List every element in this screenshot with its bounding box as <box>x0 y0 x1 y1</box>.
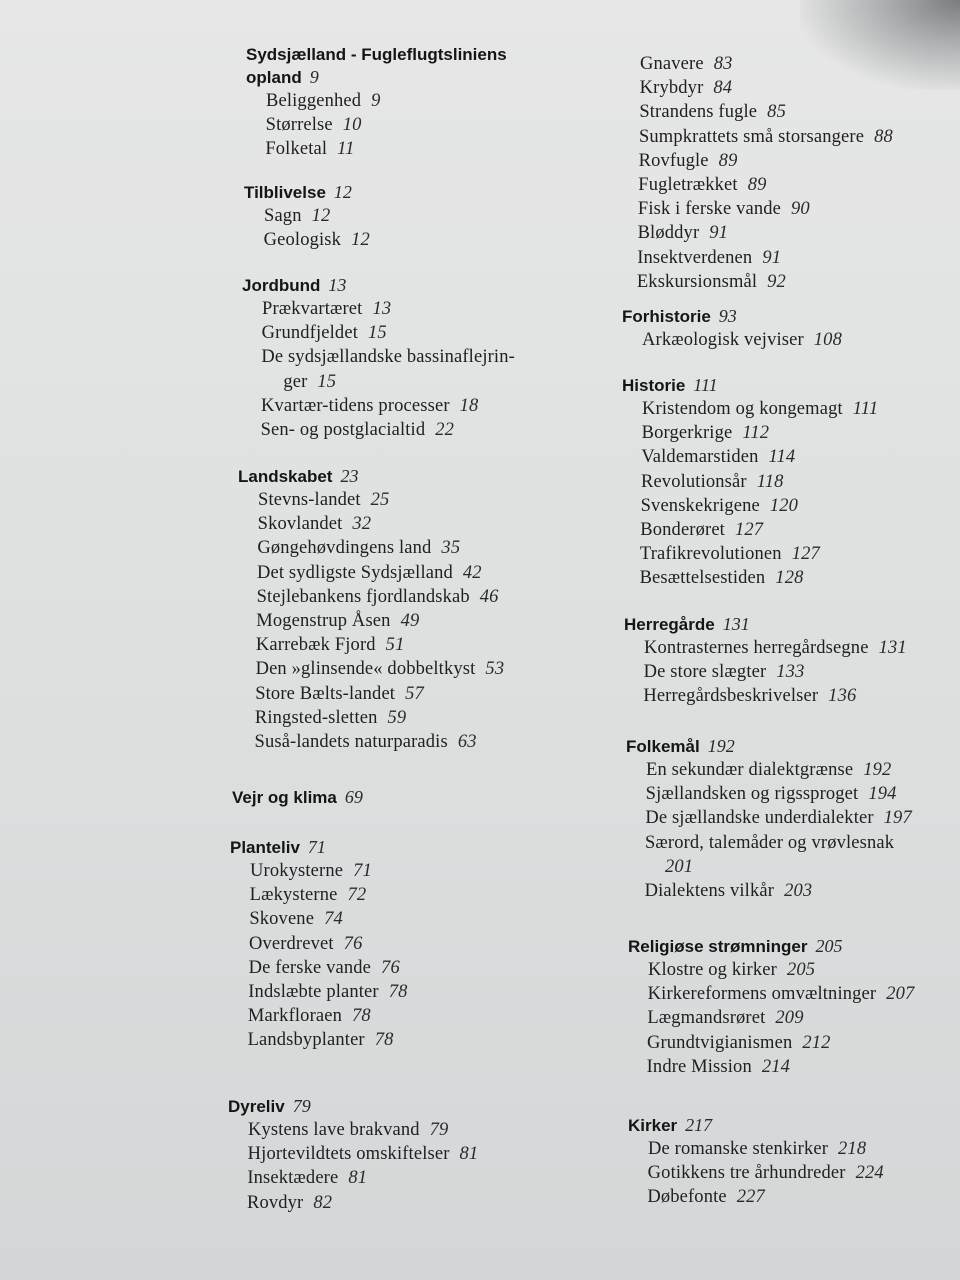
entry-label: Særord, talemåder og vrøvlesnak <box>644 832 895 853</box>
toc-entry <box>242 321 622 345</box>
entry-label: Bløddyr <box>637 223 700 244</box>
section-title: Jordbund <box>242 276 321 295</box>
entry-label: Besættelsestiden <box>639 568 766 589</box>
entry-label: Hjortevildtets omskiftelser <box>247 1144 450 1165</box>
entry-page-number: 22 <box>435 420 455 441</box>
toc-entry <box>229 932 610 956</box>
entry-label: Klostre og kirker <box>648 960 777 980</box>
section-page-number: 217 <box>685 1115 713 1135</box>
toc-entry <box>617 246 960 270</box>
toc-entry <box>620 518 960 542</box>
entry-page-number: 71 <box>353 861 372 881</box>
entry-page-number: 15 <box>367 323 387 344</box>
section-heading <box>622 305 960 328</box>
entry-label: Urokysterne <box>250 861 344 881</box>
toc-entry <box>230 859 610 883</box>
toc-section <box>230 836 610 1053</box>
entry-page-number: 209 <box>775 1008 804 1029</box>
entry-label: De sjællandske underdialekter <box>645 808 874 829</box>
entry-label: Kirkereformens omvæltninger <box>647 984 877 1005</box>
toc-entry <box>620 76 960 100</box>
section-title: Kirker <box>628 1116 678 1135</box>
section-heading <box>624 613 960 636</box>
toc-entry <box>622 328 960 352</box>
entry-label: Markfloraen <box>247 1006 343 1027</box>
section-page-number: 71 <box>307 837 326 857</box>
section-page-number: 23 <box>340 466 359 486</box>
entry-label: Valdemarstiden <box>641 447 759 468</box>
toc-entry <box>624 636 960 660</box>
entry-label: Trafikrevolutionen <box>639 544 782 565</box>
entry-page-number: 46 <box>479 586 499 607</box>
entry-page-number: 76 <box>343 933 363 954</box>
toc-entry <box>627 1185 960 1209</box>
toc-section <box>244 181 624 252</box>
toc-entry <box>228 980 610 1004</box>
entry-page-number: 18 <box>459 395 479 416</box>
section-page-number: 13 <box>328 275 347 295</box>
entry-page-number: 111 <box>852 399 879 419</box>
entry-label-continued-text: ger <box>283 371 308 392</box>
entry-page-number: 227 <box>736 1187 765 1208</box>
entry-page-number: 118 <box>756 471 784 492</box>
entry-page-number: 224 <box>855 1163 884 1184</box>
entry-page-number: 81 <box>348 1168 368 1189</box>
entry-label: Ringsted-sletten <box>254 707 378 728</box>
section-title: Tilblivelse <box>244 183 326 202</box>
toc-entry <box>626 758 960 782</box>
entry-page-number: 194 <box>868 784 897 805</box>
toc-section <box>620 52 960 294</box>
toc-entry <box>245 137 626 161</box>
toc-entry <box>628 1137 960 1161</box>
entry-label: Bonderøret <box>640 520 725 541</box>
entry-page-number: 90 <box>791 199 810 220</box>
entry-page-number: 92 <box>767 271 786 292</box>
entry-label: Store Bælts-landet <box>255 683 396 704</box>
section-title: Landskabet <box>238 467 333 486</box>
entry-label: Indre Mission <box>646 1056 752 1077</box>
toc-entry <box>618 221 960 245</box>
entry-label: Stejlebankens fjordlandskab <box>256 586 470 607</box>
entry-label: Kontrasternes herregårdsegne <box>644 638 869 658</box>
toc-entry <box>228 1142 608 1166</box>
section-title: Sydsjælland - Fugleflugtsliniens <box>246 45 507 64</box>
entry-page-number: 25 <box>370 490 390 510</box>
entry-label: Geologisk <box>263 230 342 251</box>
entry-page-number: 127 <box>734 520 764 541</box>
toc-entry <box>625 831 960 879</box>
toc-entry <box>244 204 624 228</box>
entry-page-number: 212 <box>802 1032 831 1053</box>
entry-label: Kystens lave brakvand <box>248 1120 420 1140</box>
entry-page-number: 205 <box>786 960 816 980</box>
entry-page-number: 203 <box>784 881 813 902</box>
entry-page-number: 49 <box>400 611 420 632</box>
toc-entry <box>619 125 960 149</box>
entry-page-number: 13 <box>372 299 392 319</box>
section-title-continued: opland 9 <box>246 67 319 87</box>
entry-label: Lægmandsrøret <box>647 1008 766 1029</box>
entry-page-number: 12 <box>311 206 331 226</box>
toc-entry <box>628 958 960 982</box>
entry-page-number: 83 <box>713 54 733 74</box>
entry-page-number: 78 <box>374 1030 394 1051</box>
entry-label: Strandens fugle <box>639 102 758 123</box>
entry-page-number: 218 <box>838 1139 867 1159</box>
entry-label: Den »glinsende« dobbeltkyst <box>255 659 476 680</box>
entry-label: Insektverdenen <box>637 247 753 268</box>
entry-page-number: 15 <box>317 371 337 392</box>
toc-entry <box>246 89 626 113</box>
entry-label: Svenskekrigene <box>640 495 760 516</box>
toc-entry <box>238 488 618 512</box>
section-page-number: 93 <box>718 306 737 326</box>
toc-entry <box>622 421 960 445</box>
entry-label: Dialektens vilkår <box>644 881 775 902</box>
entry-page-number: 63 <box>457 732 477 753</box>
toc-entry <box>228 1028 610 1052</box>
entry-label: Grundtvigianismen <box>646 1032 793 1053</box>
toc-entry <box>627 1006 960 1030</box>
toc-section <box>622 374 960 591</box>
toc-entry <box>229 907 610 931</box>
entry-page-number: 42 <box>462 562 482 583</box>
toc-section <box>624 613 960 709</box>
entry-label: Størrelse <box>265 115 333 136</box>
entry-label: Revolutionsår <box>640 471 747 492</box>
entry-label: Sen- og postglacialtid <box>260 420 426 441</box>
entry-label: Kvartær-tidens processer <box>260 395 450 416</box>
entry-label: Suså-landets naturparadis <box>254 732 448 753</box>
toc-entry <box>619 149 960 173</box>
entry-page-number: 91 <box>762 247 782 268</box>
section-heading <box>628 935 960 958</box>
entry-page-number: 136 <box>828 686 857 707</box>
entry-label: Gøngehøvdingens land <box>257 538 432 559</box>
toc-entry <box>620 52 960 76</box>
section-page-number: 111 <box>693 375 718 395</box>
entry-page-number: 76 <box>381 957 400 978</box>
entry-page-number: 32 <box>352 514 372 535</box>
entry-page-number: 74 <box>324 909 343 930</box>
toc-section <box>246 44 626 162</box>
entry-page-number: 197 <box>883 808 912 829</box>
toc-entry <box>237 536 618 560</box>
entry-label: Ekskursionsmål <box>636 271 758 292</box>
section-heading <box>246 44 626 89</box>
entry-label: Karrebæk Fjord <box>255 635 376 656</box>
section-title: Forhistorie <box>622 307 711 326</box>
toc-section <box>242 274 622 442</box>
section-page-number: 131 <box>722 614 750 634</box>
toc-entry <box>236 657 618 681</box>
toc-entry <box>235 706 618 730</box>
toc-entry <box>227 1191 608 1215</box>
entry-label: Indslæbte planter <box>248 982 379 1003</box>
toc-entry <box>626 782 960 806</box>
entry-page-number: 59 <box>387 707 407 728</box>
entry-label: Skovene <box>249 909 315 930</box>
entry-label: Folketal <box>265 139 328 160</box>
toc-entry <box>620 566 960 590</box>
entry-label: Skovlandet <box>257 514 343 535</box>
section-title: Religiøse strømninger <box>628 937 808 956</box>
entry-label: Landsbyplanter <box>247 1030 365 1051</box>
toc-entry <box>228 1118 608 1142</box>
entry-page-number: 35 <box>441 538 461 559</box>
toc-entry <box>628 1161 960 1185</box>
toc-entry <box>621 470 960 494</box>
entry-label: Beliggenhed <box>266 91 362 111</box>
toc-section <box>626 735 960 903</box>
toc-entry <box>622 397 960 421</box>
entry-label: Herregårdsbeskrivelser <box>643 686 819 707</box>
toc-entry <box>623 684 960 708</box>
entry-label: Prækvartæret <box>262 299 363 319</box>
toc-entry <box>624 660 960 684</box>
toc-entry <box>242 297 622 321</box>
entry-page-number: 10 <box>342 115 362 136</box>
entry-page-number: 51 <box>385 635 405 656</box>
toc-entry <box>619 100 960 124</box>
entry-page-number: 120 <box>769 495 799 516</box>
toc-entry <box>235 730 619 754</box>
toc-section <box>628 935 960 1079</box>
entry-label: Grundfjeldet <box>261 323 358 344</box>
toc-section <box>228 1095 608 1215</box>
toc-entry <box>625 879 960 903</box>
entry-label: Stevns-landet <box>258 490 361 510</box>
entry-page-number: 53 <box>485 659 505 680</box>
entry-label: Lækysterne <box>249 885 338 906</box>
entry-page-number: 214 <box>761 1056 791 1077</box>
toc-entry <box>235 682 618 706</box>
entry-label: Mogenstrup Åsen <box>256 611 391 632</box>
toc-section <box>628 1114 960 1210</box>
toc-entry <box>238 512 618 536</box>
entry-page-number: 207 <box>886 984 915 1005</box>
toc-entry <box>625 806 960 830</box>
section-title: Dyreliv <box>228 1097 285 1116</box>
toc-entry <box>227 1166 608 1190</box>
section-title: Vejr og klima <box>232 788 337 807</box>
entry-page-number: 131 <box>878 638 907 658</box>
entry-page-number: 9 <box>371 91 381 111</box>
section-heading <box>244 181 624 204</box>
entry-page-number: 114 <box>768 447 796 468</box>
entry-page-number: 79 <box>429 1120 449 1140</box>
toc-entry <box>236 633 618 657</box>
section-heading <box>622 374 960 397</box>
entry-page-number: 133 <box>776 662 805 683</box>
section-page-number: 9 <box>309 67 319 87</box>
section-title: Planteliv <box>230 838 300 857</box>
toc-entry <box>621 494 960 518</box>
entry-label: Sagn <box>264 206 302 226</box>
toc-entry <box>244 228 624 252</box>
entry-label: De romanske stenkirker <box>648 1139 829 1159</box>
toc-entry <box>228 1004 610 1028</box>
entry-page-number: 57 <box>405 683 424 704</box>
toc-entry <box>237 561 618 585</box>
toc-entry <box>620 542 960 566</box>
section-heading <box>230 836 610 859</box>
entry-page-number: 192 <box>863 760 892 780</box>
toc-entry <box>246 113 626 137</box>
entry-label: Fisk i ferske vande <box>637 199 782 220</box>
entry-label: Arkæologisk vejviser <box>642 330 804 350</box>
section-heading <box>242 274 622 297</box>
entry-page-number: 81 <box>459 1144 479 1165</box>
entry-page-number: 12 <box>351 230 370 251</box>
section-page-number: 205 <box>815 936 843 956</box>
toc-entry <box>241 394 622 418</box>
entry-label: Sjællandsken og rigssproget <box>645 784 859 805</box>
entry-label: Sumpkrattets små storsangere <box>638 126 865 147</box>
toc-entry <box>241 345 622 393</box>
entry-page-number: 89 <box>718 150 738 171</box>
entry-page-number: 85 <box>767 102 786 123</box>
toc-section <box>622 305 960 352</box>
entry-label: Fugletrækket <box>638 175 738 196</box>
toc-entry <box>229 956 610 980</box>
section-page-number: 12 <box>333 182 352 202</box>
section-heading <box>238 465 618 488</box>
section-heading <box>228 1095 608 1118</box>
entry-label: De store slægter <box>643 662 767 683</box>
section-heading <box>628 1114 960 1137</box>
toc-section <box>232 786 612 809</box>
toc-entry <box>617 270 960 294</box>
entry-label: Døbefonte <box>647 1187 727 1208</box>
toc-entry <box>618 197 960 221</box>
entry-page-number: 108 <box>813 330 842 350</box>
toc-entry <box>618 173 960 197</box>
entry-label: Det sydligste Sydsjælland <box>256 562 453 583</box>
section-heading <box>232 786 612 809</box>
entry-label: Insektædere <box>247 1168 339 1189</box>
entry-page-number: 128 <box>775 568 804 589</box>
toc-entry <box>237 585 618 609</box>
entry-label: De ferske vande <box>248 957 372 978</box>
entry-page-number: 88 <box>874 126 893 147</box>
entry-page-number: 11 <box>337 139 355 160</box>
entry-label: Gotikkens tre århundreder <box>647 1163 846 1184</box>
entry-page-number: 84 <box>713 78 733 99</box>
toc-entry <box>241 418 622 442</box>
entry-page-line <box>645 855 960 879</box>
entry-page-number: 91 <box>709 223 729 244</box>
section-page-number: 192 <box>707 736 735 756</box>
entry-label: En sekundær dialektgrænse <box>646 760 854 780</box>
entry-page-number: 127 <box>791 544 820 565</box>
section-title: Folkemål <box>626 737 700 756</box>
toc-section <box>238 465 618 754</box>
entry-label: Borgerkrige <box>641 423 733 444</box>
entry-page-number: 112 <box>742 423 770 444</box>
entry-page-number: 72 <box>347 885 367 906</box>
entry-page-number: 78 <box>352 1006 371 1027</box>
section-title: Historie <box>622 376 686 395</box>
toc-entry <box>621 445 960 469</box>
entry-label: Gnavere <box>640 54 704 74</box>
toc-entry <box>628 982 960 1006</box>
section-title: Herregårde <box>624 615 715 634</box>
toc-entry <box>627 1031 960 1055</box>
entry-label: Rovdyr <box>246 1192 304 1213</box>
entry-label: Krybdyr <box>639 78 704 99</box>
section-heading <box>626 735 960 758</box>
section-page-number: 69 <box>344 787 363 807</box>
toc-entry <box>236 609 618 633</box>
section-page-number: 79 <box>292 1096 311 1116</box>
entry-label: De sydsjællandske bassinaflejrin- <box>261 347 515 368</box>
toc-entry <box>627 1055 960 1079</box>
entry-label: Rovfugle <box>638 150 709 171</box>
toc-entry <box>230 883 610 907</box>
entry-label: Overdrevet <box>248 933 334 954</box>
entry-label-continued <box>261 370 622 394</box>
entry-page-number: 201 <box>664 856 694 877</box>
entry-label: Kristendom og kongemagt <box>642 399 843 419</box>
entry-page-number: 78 <box>388 982 408 1003</box>
entry-page-number: 89 <box>747 175 767 196</box>
entry-page-number: 82 <box>313 1192 333 1213</box>
